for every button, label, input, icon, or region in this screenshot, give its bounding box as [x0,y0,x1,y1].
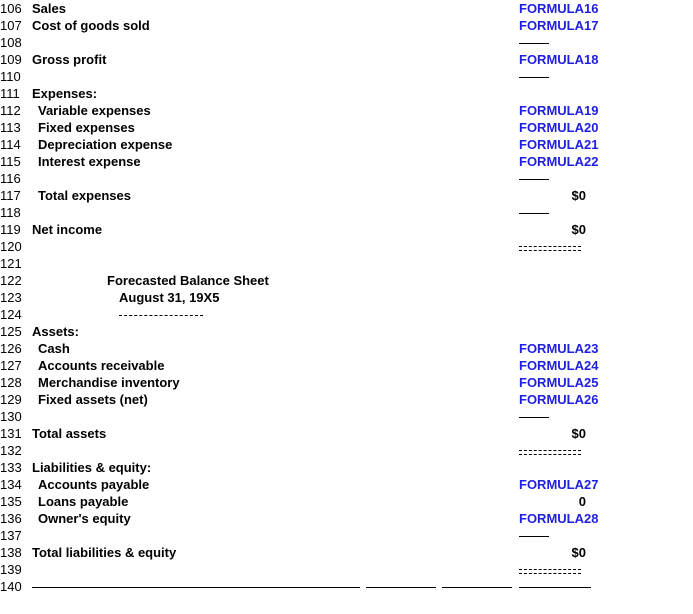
row-number: 125 [0,324,22,339]
row-number: 115 [0,154,21,169]
formula-cell[interactable]: FORMULA25 [519,375,599,390]
sheet-row-114[interactable] [0,136,693,153]
sheet-row-129[interactable] [0,391,693,408]
separator-line [442,587,512,588]
sheet-row-107[interactable] [0,17,693,34]
sheet-row-126[interactable] [0,340,693,357]
value-cell[interactable]: $0 [571,188,586,203]
row-number: 118 [0,205,21,220]
sheet-row-121[interactable] [0,255,693,272]
row-number: 132 [0,443,22,458]
separator-line [366,587,436,588]
row-number: 127 [0,358,22,373]
row-label[interactable]: Accounts receivable [38,358,165,373]
row-number: 134 [0,477,22,492]
section-heading[interactable]: Expenses: [32,86,98,101]
row-label[interactable]: Net income [32,222,103,237]
double-underline [519,569,581,574]
row-number: 131 [0,426,22,441]
row-number: 117 [0,188,21,203]
row-number: 111 [0,86,20,101]
sheet-row-125[interactable] [0,323,693,340]
sheet-row-120[interactable] [0,238,693,255]
sheet-row-137[interactable] [0,527,693,544]
sheet-row-135[interactable] [0,493,693,510]
formula-cell[interactable]: FORMULA18 [519,52,599,67]
sheet-row-127[interactable] [0,357,693,374]
sheet-row-139[interactable] [0,561,693,578]
row-label[interactable]: Accounts payable [38,477,150,492]
report-title[interactable]: Forecasted Balance Sheet [107,273,269,288]
row-number: 110 [0,69,21,84]
single-underline [519,179,549,180]
row-number: 129 [0,392,22,407]
row-number: 120 [0,239,22,254]
row-number: 108 [0,35,22,50]
row-number: 122 [0,273,22,288]
section-heading[interactable]: Assets: [32,324,79,339]
sheet-row-130[interactable] [0,408,693,425]
separator-line [519,587,591,588]
sheet-row-124[interactable] [0,306,693,323]
single-underline [519,213,549,214]
row-number: 114 [0,137,21,152]
sheet-row-128[interactable] [0,374,693,391]
sheet-row-106[interactable] [0,0,693,17]
row-number: 112 [0,103,21,118]
row-number: 121 [0,256,22,271]
row-label[interactable]: Owner's equity [38,511,131,526]
row-number: 116 [0,171,21,186]
row-number: 124 [0,307,22,322]
row-number: 123 [0,290,22,305]
row-number: 140 [0,579,22,594]
formula-cell[interactable]: FORMULA17 [519,18,599,33]
sheet-row-140[interactable] [0,578,693,595]
row-label[interactable]: Interest expense [38,154,141,169]
sheet-row-123[interactable] [0,289,693,306]
value-cell[interactable]: $0 [571,426,586,441]
row-number: 137 [0,528,22,543]
single-underline [519,43,549,44]
row-label[interactable]: Cash [38,341,70,356]
value-cell[interactable]: 0 [578,494,586,509]
value-cell[interactable]: $0 [571,222,586,237]
sheet-row-134[interactable] [0,476,693,493]
sheet-row-131[interactable] [0,425,693,442]
sheet-row-109[interactable] [0,51,693,68]
row-number: 130 [0,409,22,424]
sheet-row-133[interactable] [0,459,693,476]
sheet-row-119[interactable] [0,221,693,238]
single-underline [519,536,549,537]
formula-cell[interactable]: FORMULA27 [519,477,599,492]
row-label[interactable]: Sales [32,1,66,16]
formula-cell[interactable]: FORMULA20 [519,120,599,135]
sheet-row-115[interactable] [0,153,693,170]
row-number: 106 [0,1,22,16]
row-number: 138 [0,545,22,560]
row-label[interactable]: Total expenses [38,188,131,203]
row-label[interactable]: Variable expenses [38,103,151,118]
sheet-row-118[interactable] [0,204,693,221]
sheet-row-117[interactable] [0,187,693,204]
row-number: 113 [0,120,21,135]
formula-cell[interactable]: FORMULA16 [519,1,599,16]
row-label[interactable]: Fixed expenses [38,120,135,135]
formula-cell[interactable]: FORMULA26 [519,392,599,407]
row-number: 109 [0,52,22,67]
report-date[interactable]: August 31, 19X5 [119,290,220,305]
sheet-row-122[interactable] [0,272,693,289]
formula-cell[interactable]: FORMULA23 [519,341,599,356]
double-underline [519,246,581,251]
formula-cell[interactable]: FORMULA21 [519,137,599,152]
row-number: 136 [0,511,22,526]
row-label[interactable]: Merchandise inventory [38,375,180,390]
title-underline [119,315,203,316]
row-number: 139 [0,562,22,577]
sheet-row-111[interactable] [0,85,693,102]
sheet-row-132[interactable] [0,442,693,459]
row-number: 133 [0,460,22,475]
single-underline [519,417,549,418]
formula-cell[interactable]: FORMULA28 [519,511,599,526]
row-label[interactable]: Total assets [32,426,107,441]
section-heading[interactable]: Liabilities & equity: [32,460,152,475]
row-label[interactable]: Fixed assets (net) [38,392,148,407]
sheet-row-108[interactable] [0,34,693,51]
formula-cell[interactable]: FORMULA24 [519,358,599,373]
row-label[interactable]: Cost of goods sold [32,18,150,33]
row-label[interactable]: Total liabilities & equity [32,545,177,560]
row-number: 107 [0,18,22,33]
row-label[interactable]: Depreciation expense [38,137,173,152]
row-number: 135 [0,494,22,509]
sheet-row-110[interactable] [0,68,693,85]
sheet-row-113[interactable] [0,119,693,136]
sheet-row-138[interactable] [0,544,693,561]
row-label[interactable]: Loans payable [38,494,129,509]
formula-cell[interactable]: FORMULA19 [519,103,599,118]
row-number: 126 [0,341,22,356]
sheet-row-136[interactable] [0,510,693,527]
row-label[interactable]: Gross profit [32,52,107,67]
row-number: 128 [0,375,22,390]
separator-line [32,587,360,588]
single-underline [519,77,549,78]
sheet-row-112[interactable] [0,102,693,119]
row-number: 119 [0,222,21,237]
formula-cell[interactable]: FORMULA22 [519,154,599,169]
sheet-row-116[interactable] [0,170,693,187]
double-underline [519,450,581,455]
value-cell[interactable]: $0 [571,545,586,560]
